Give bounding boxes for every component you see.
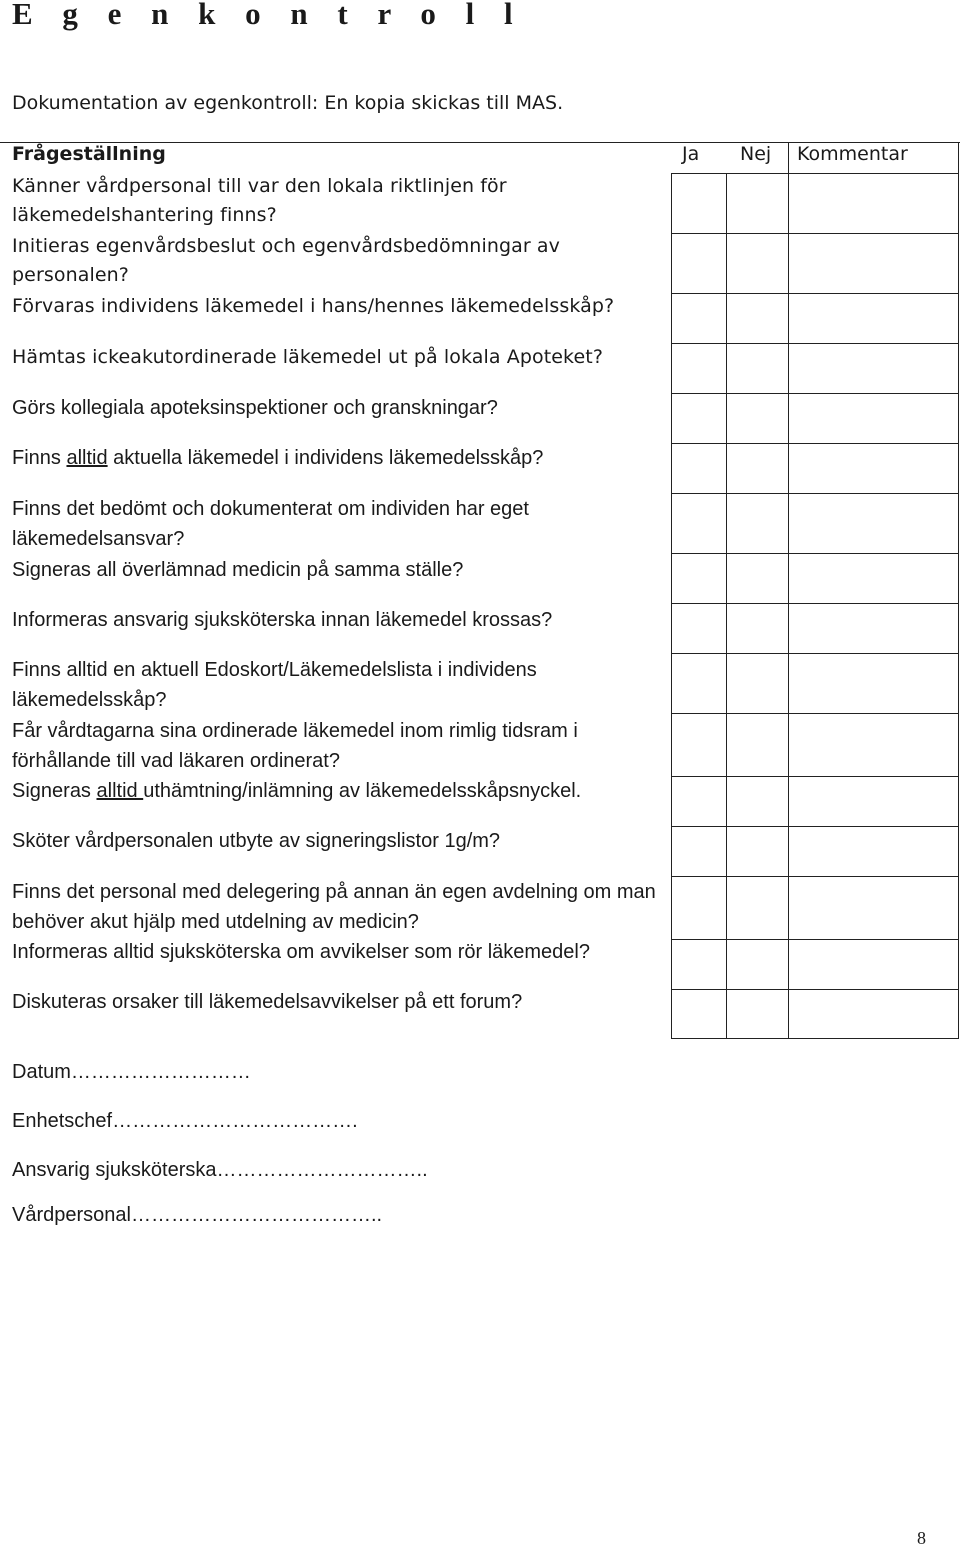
question-text: Initieras egenvårdsbeslut och egenvårdsbedömningar av personalen? xyxy=(12,235,561,286)
header-question: Frågeställning xyxy=(12,143,166,165)
row-divider xyxy=(671,293,959,294)
page-number: 8 xyxy=(917,1528,926,1548)
question-text: Finns det bedömt och dokumenterat om individen har eget läkemedelsansvar? xyxy=(12,498,529,550)
row-divider xyxy=(671,553,959,554)
row-divider xyxy=(671,776,959,777)
header-yes: Ja xyxy=(682,143,700,165)
question-row-4 xyxy=(12,343,664,372)
question-row-13 xyxy=(12,826,664,856)
question-text: Finns xyxy=(12,447,67,469)
row-divider xyxy=(671,826,959,827)
question-text: Signeras all överlämnad medicin på samma ställe? xyxy=(12,559,464,581)
question-row-8 xyxy=(12,555,664,585)
row-divider xyxy=(671,493,959,494)
column-divider xyxy=(958,143,959,1039)
row-divider xyxy=(671,653,959,654)
document-title: E g e n k o n t r o l l xyxy=(12,0,524,31)
question-text: Förvaras individens läkemedel i hans/hennes läkemedelsskåp? xyxy=(12,295,615,317)
question-emphasis: alltid xyxy=(66,447,108,469)
row-divider xyxy=(671,989,959,990)
question-text: Informeras alltid sjuksköterska om avvikelser som rör läkemedel? xyxy=(12,941,590,963)
question-text: Sköter vårdpersonalen utbyte av signeringslistor 1g/m? xyxy=(12,830,501,852)
column-divider xyxy=(671,173,672,1039)
row-divider xyxy=(671,173,959,174)
question-text: Får vårdtagarna sina ordinerade läkemedel inom rimlig tidsram i förhållande till vad läkaren ordinerat? xyxy=(12,720,578,772)
question-text: Finns alltid en aktuell Edoskort/Läkemedelslista i individens läkemedelsskåp? xyxy=(12,659,537,711)
column-divider xyxy=(726,173,727,1039)
question-row-16 xyxy=(12,987,664,1017)
question-row-3 xyxy=(12,292,664,321)
question-text: uthämtning/inlämning av läkemedelsskåpsnyckel. xyxy=(143,780,582,802)
row-divider xyxy=(671,343,959,344)
signature-unit-manager: Enhetschef………………………………. xyxy=(12,1110,358,1132)
question-row-12 xyxy=(12,776,664,806)
question-row-6 xyxy=(12,443,664,473)
question-row-14 xyxy=(12,877,664,937)
signature-nurse: Ansvarig sjuksköterska………………………….. xyxy=(12,1159,428,1181)
column-divider xyxy=(788,143,789,1039)
row-divider xyxy=(671,713,959,714)
question-text: Informeras ansvarig sjuksköterska innan läkemedel krossas? xyxy=(12,609,553,631)
question-emphasis: alltid xyxy=(96,780,144,802)
question-row-5 xyxy=(12,393,664,423)
question-row-2 xyxy=(12,232,664,290)
question-text: Känner vårdpersonal till var den lokala riktlinjen för läkemedelshantering finns? xyxy=(12,175,507,226)
signature-staff: Vårdpersonal……………………………….. xyxy=(12,1204,383,1226)
row-divider xyxy=(671,443,959,444)
question-text: Görs kollegiala apoteksinspektioner och granskningar? xyxy=(12,397,498,419)
question-row-7 xyxy=(12,494,664,554)
header-no: Nej xyxy=(740,143,772,165)
row-divider xyxy=(671,603,959,604)
intro-text: Dokumentation av egenkontroll: En kopia skickas till MAS. xyxy=(12,92,564,114)
question-row-10 xyxy=(12,655,664,715)
question-text: Diskuteras orsaker till läkemedelsavvikelser på ett forum? xyxy=(12,991,523,1013)
question-text: Signeras xyxy=(12,780,97,802)
question-text: Hämtas ickeakutordinerade läkemedel ut på lokala Apoteket? xyxy=(12,346,604,368)
row-divider xyxy=(671,233,959,234)
row-divider xyxy=(671,1038,959,1039)
question-row-9 xyxy=(12,605,664,635)
signature-date: Datum……………………… xyxy=(12,1061,251,1083)
row-divider xyxy=(671,939,959,940)
question-row-11 xyxy=(12,716,664,776)
row-divider xyxy=(671,876,959,877)
header-comment: Kommentar xyxy=(797,143,908,165)
question-row-1 xyxy=(12,172,664,230)
question-text: aktuella läkemedel i individens läkemedelsskåp? xyxy=(107,447,544,469)
row-divider xyxy=(671,393,959,394)
question-text: Finns det personal med delegering på annan än egen avdelning om man behöver akut hjälp med utdelning av medicin? xyxy=(12,881,656,933)
question-row-15 xyxy=(12,937,664,967)
